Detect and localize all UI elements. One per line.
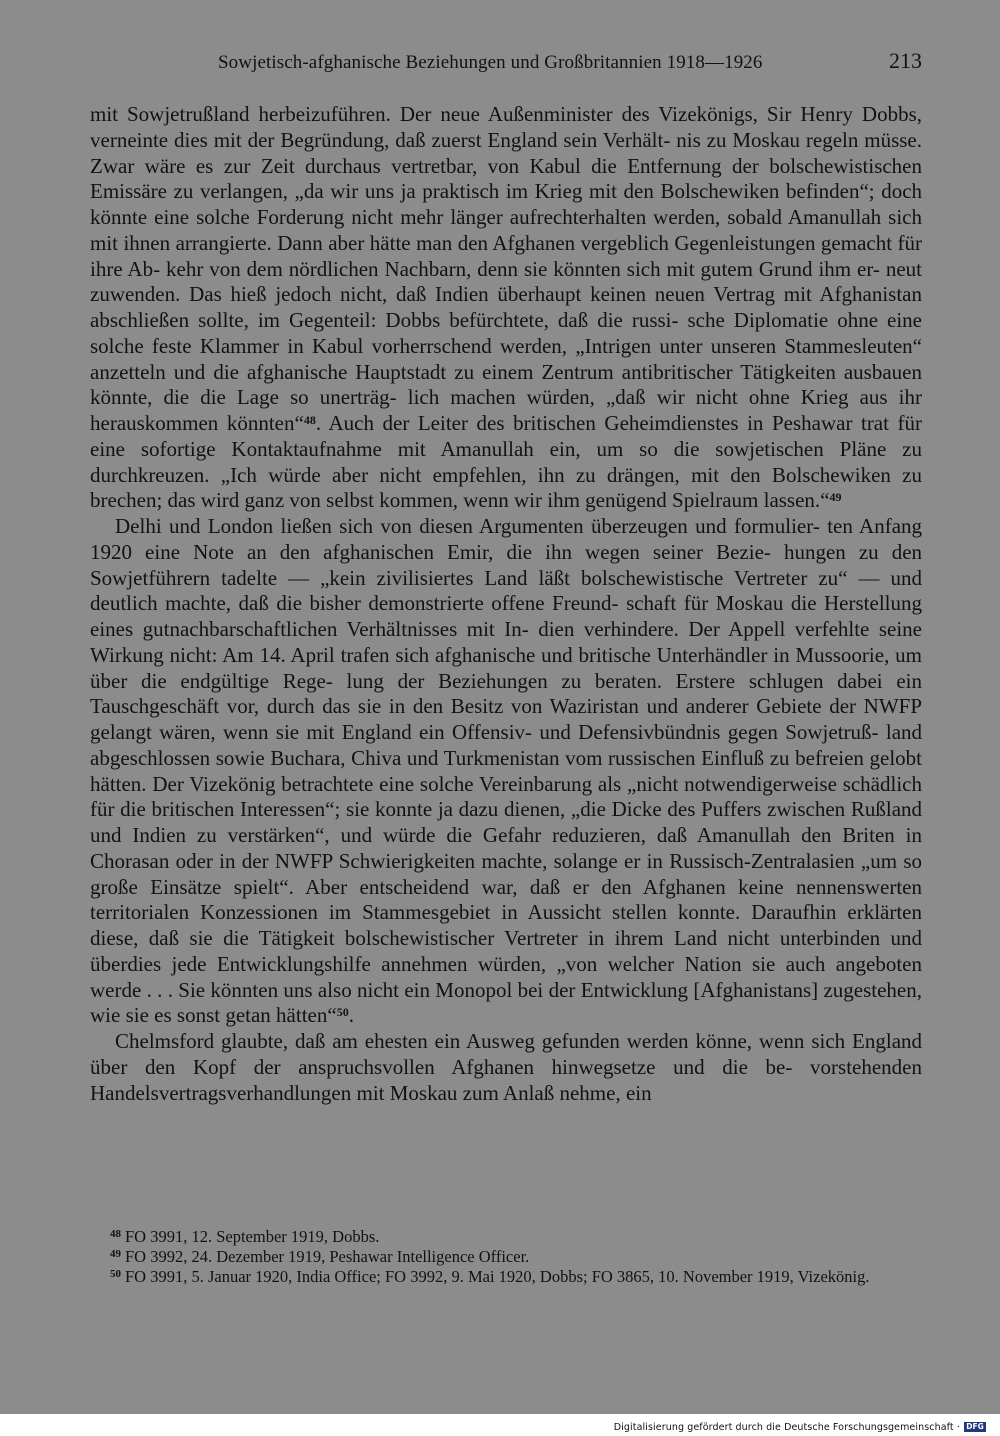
text-line: dienen, „die Dicke des Puffers zwischen Rußland und Indien zu verstärken“, und [90,797,923,847]
text-line: erklärten diese, daß sie die Tätigkeit bolschewistischer Vertreter in ihrem Land nicht [90,900,922,950]
text-line: wären, wenn sie mit England ein Offensiv- und Defensivbündnis gegen Sowjetruß- [159,720,879,744]
text-line: dien verhindere. Der Appell verfehlte seine Wirkung nicht: Am 14. April trafen sich [90,617,923,667]
text-line: „Ich würde aber nicht empfehlen, ihn zu drängen, mit den Bolschewiken zu brechen; [90,462,922,513]
footnote-49 [90,1247,922,1267]
text-line: lich machen würden, „daß wir nicht ohne Krieg aus ihr herauskommen könnten“ [90,385,922,435]
text-line: vorstehenden Handelsvertragsverhandlungen mit Moskau zum Anlaß nehme, ein [90,1054,922,1105]
footnote-number: 50 [110,1268,121,1280]
footnote-ref-50[interactable]: 50 [336,1005,349,1020]
text-line: Auch der Leiter des britischen Geheimdienstes in Peshawar trat für eine sofortige [90,411,922,461]
text-line: kehr von dem nördlichen Nachbarn, denn sie könnten sich mit gutem Grund ihm er- [166,256,880,281]
text-line: lung der Beziehungen zu beraten. Erstere schlugen dabei ein Tauschgeschäft vor, [90,668,922,719]
text-line: mit Afghanistan abschließen sollte, im Gegenteil: Dobbs befürchtete, daß die russi- [90,282,922,332]
text-line: Henry Dobbs, verneinte dies mit der Begründung, daß zuerst England sein Verhält- [90,102,922,152]
text-line: nis zu Moskau regeln müsse. Zwar wäre es zur Zeit durchaus vertretbar, von Kabul [90,127,923,178]
text-line: Chelmsford glaubte, daß am ehesten ein Ausweg gefunden werden könne, wenn [115,1029,805,1053]
text-line: „nicht notwendigerweise schädlich für die britischen Interessen“; sie konnte ja dazu [90,771,922,822]
footnote-50 [90,1267,922,1287]
paragraph-3 [90,1029,922,1106]
page-header [90,50,922,80]
text-line: NWFP Schwierigkeiten machte, solange er in Russisch-Zentralasien „um so große [90,848,923,899]
text-line: schaft für Moskau die Herstellung eines gutnachbarschaftlichen Verhältnisses mit In- [90,591,922,641]
text-fragment: . [315,411,322,435]
text-line: Dann aber hätte man den Afghanen vergeblich Gegenleistungen gemacht für ihre Ab- [90,230,922,281]
text-line: Einsätze spielt“. Aber entscheidend war, daß er den Afghanen keine nennenswerten [150,874,922,899]
text-line: „Intrigen unter unseren Stammesleuten“ anzetteln und die afghanische Hauptstadt zu [90,333,922,384]
paragraph-1 [90,102,922,514]
footnote-text: FO 3991, 12. September 1919, Dobbs. [125,1227,380,1246]
footnotes [90,1227,922,1287]
text-line: im Krieg mit den Bolschewiken befinden“; doch könnte eine solche Forderung nicht [90,179,923,229]
body-text [90,102,922,1106]
text-fragment: . [348,1003,354,1028]
text-line: würde die Gefahr reduzieren, daß Amanullah den Briten in Chorasan oder in der [90,823,923,873]
text-line: Entwicklung [Afghanistans] zugestehen, wie sie es sonst getan hätten“ [90,977,922,1028]
footnote-text: FO 3991, 5. Januar 1920, India Office; FO 3992, 9. Mai 1920, Dobbs; FO 3865, 10. November 1919, Vizekönig. [125,1267,870,1286]
text-line: das wird ganz von selbst kommen, wenn wir ihm genügend Spielraum lassen.“ [167,488,830,513]
text-line: sche Diplomatie ohne eine solche feste Klammer in Kabul vorherrschend werden, [90,308,923,358]
text-line: unterbinden und überdies jede Entwicklungshilfe annehmen würden, „von welcher [90,926,923,976]
text-line: durch das sie in den Besitz von Waziristan und anderer Gebiete der NWFP gelangt [90,694,923,744]
running-title: Sowjetisch-afghanische Beziehungen und Großbritannien 1918—1926 [218,52,763,73]
text-line: mit Sowjetrußland herbeizuführen. Der neue Außenminister des Vizekönigs, Sir [90,102,792,126]
footnote-48 [90,1227,922,1247]
text-line: Kontaktaufnahme mit Amanullah ein, um so die sowjetischen Pläne zu durchkreuzen. [90,436,923,487]
page-number: 213 [889,48,922,73]
text-line: land abgeschlossen sowie Buchara, Chiva und Turkmenistan vom russischen Einfluß [90,720,923,770]
dfg-logo-icon: DFG [964,1422,986,1432]
text-line: territorialen Konzessionen im Stammesgebiet in Aussicht stellen konnte. Daraufhin [90,900,837,925]
text-line: Delhi und London ließen sich von diesen Argumenten überzeugen und formulier- [115,514,820,538]
footnote-text: FO 3992, 24. Dezember 1919, Peshawar Intelligence Officer. [125,1247,530,1266]
credit-text: Digitalisierung gefördert durch die Deutsche Forschungsgemeinschaft · [613,1421,960,1433]
text-line: hungen zu den Sowjetführern tadelte — „kein zivilisiertes Land läßt bolschewistische [90,539,923,590]
footnote-ref-48[interactable]: 48 [303,413,316,427]
text-line: die Entfernung der bolschewistischen Emissäre zu verlangen, „da wir uns ja praktisch [90,153,923,204]
text-line: Nation sie auch angeboten werde . . . Sie könnten uns also nicht ein Monopol bei der [90,951,923,1002]
text-line: Vertreter zu“ — und deutlich machte, daß die bisher demonstrierte offene Freund- [90,565,922,616]
text-line: afghanische und britische Unterhändler in Mussoorie, um über die endgültige Rege- [90,642,922,693]
digitization-credit [614,1420,986,1434]
footnote-number: 49 [110,1248,121,1260]
footnote-number: 48 [110,1228,121,1240]
text-line: zu befreien gelobt hätten. Der Vizekönig betrachtete eine solche Vereinbarung als [90,745,923,796]
text-line: sich England über den Kopf der anspruchsvollen Afghanen hinwegsetze und die be- [90,1029,923,1079]
text-line: mehr länger aufrechterhalten werden, sobald Amanullah sich mit ihnen arrangierte. [90,205,923,255]
text-line: neut zuwenden. Das hieß jedoch nicht, daß Indien überhaupt keinen neuen Vertrag [90,256,923,307]
footnote-ref-49[interactable]: 49 [829,490,842,505]
text-line: einem Zentrum antibritischer Tätigkeiten ausbauen könnte, die die Lage so unerträg- [90,359,922,410]
text-line: ten Anfang 1920 eine Note an den afghanischen Emir, die ihn wegen seiner Bezie- [90,514,923,564]
paragraph-2 [90,514,922,1029]
